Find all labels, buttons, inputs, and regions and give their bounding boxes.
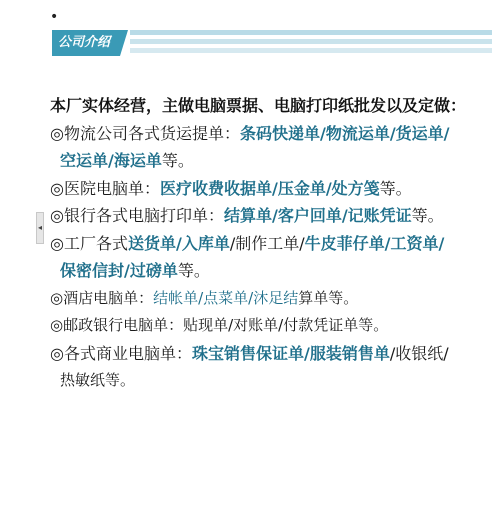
line-commercial-cont: 热敏纸等。 [60,371,136,389]
factory-suffix: 等。 [177,261,210,280]
hotel-suffix: 算单等。 [298,288,359,307]
bullet-dot: • [50,9,59,25]
section-header [52,30,492,58]
hotel-items: 结帐单/点菜单/沐足结 [153,288,299,307]
logistics-items-cont: 空运单/海运单 [60,151,162,170]
factory-items-cont: 保密信封/过磅单 [60,261,178,280]
commercial-prefix: ◎各式商业电脑单： [50,343,192,363]
line-postal: ◎邮政银行电脑单：贴现单/对账单/付款凭证单等。 [50,316,389,334]
logistics-suffix: 等。 [161,151,194,170]
line-bank [50,202,492,230]
logistics-prefix: ◎物流公司各式货运提单： [50,123,240,143]
bank-prefix: ◎银行各式电脑打印单： [50,206,224,225]
bank-items: 结算单/客户回单/记账凭证 [223,206,412,225]
logistics-items: 条码快递单/物流运单/货运单/ [239,123,450,143]
factory-mid: /制作工单/ [229,233,305,253]
hotel-prefix: ◎酒店电脑单： [50,288,154,307]
intro-paragraph: 本厂实体经营，主做电脑票据、电脑打印纸批发以及定做： [50,96,467,115]
company-intro-content [50,92,492,395]
company-intro-tab: 公司介绍 [52,30,120,56]
factory-items-1: 送货单/入库单 [127,233,230,253]
hospital-prefix: ◎医院电脑单： [50,178,160,198]
line-commercial [50,340,492,368]
line-factory [50,230,492,258]
commercial-items: 珠宝销售保证单/服装销售单 [191,343,390,363]
factory-items-2: 牛皮菲仔单/工资单/ [304,233,445,253]
line-hospital [50,175,492,203]
commercial-suffix: /收银纸/ [389,343,449,363]
bank-suffix: 等。 [411,206,444,225]
header-stripe-1 [130,30,492,35]
collapse-arrow-icon[interactable]: ◂ [36,212,44,244]
header-stripe-3 [130,48,492,53]
hospital-items: 医疗收费收据单/压金单/处方笺 [159,178,380,198]
factory-prefix: ◎工厂各式 [50,233,128,253]
line-logistics-cont [50,147,492,175]
line-factory-cont [50,257,492,285]
line-logistics [50,120,492,148]
hospital-suffix: 等。 [379,178,412,198]
line-hotel [50,285,492,313]
header-stripe-2 [130,39,492,44]
